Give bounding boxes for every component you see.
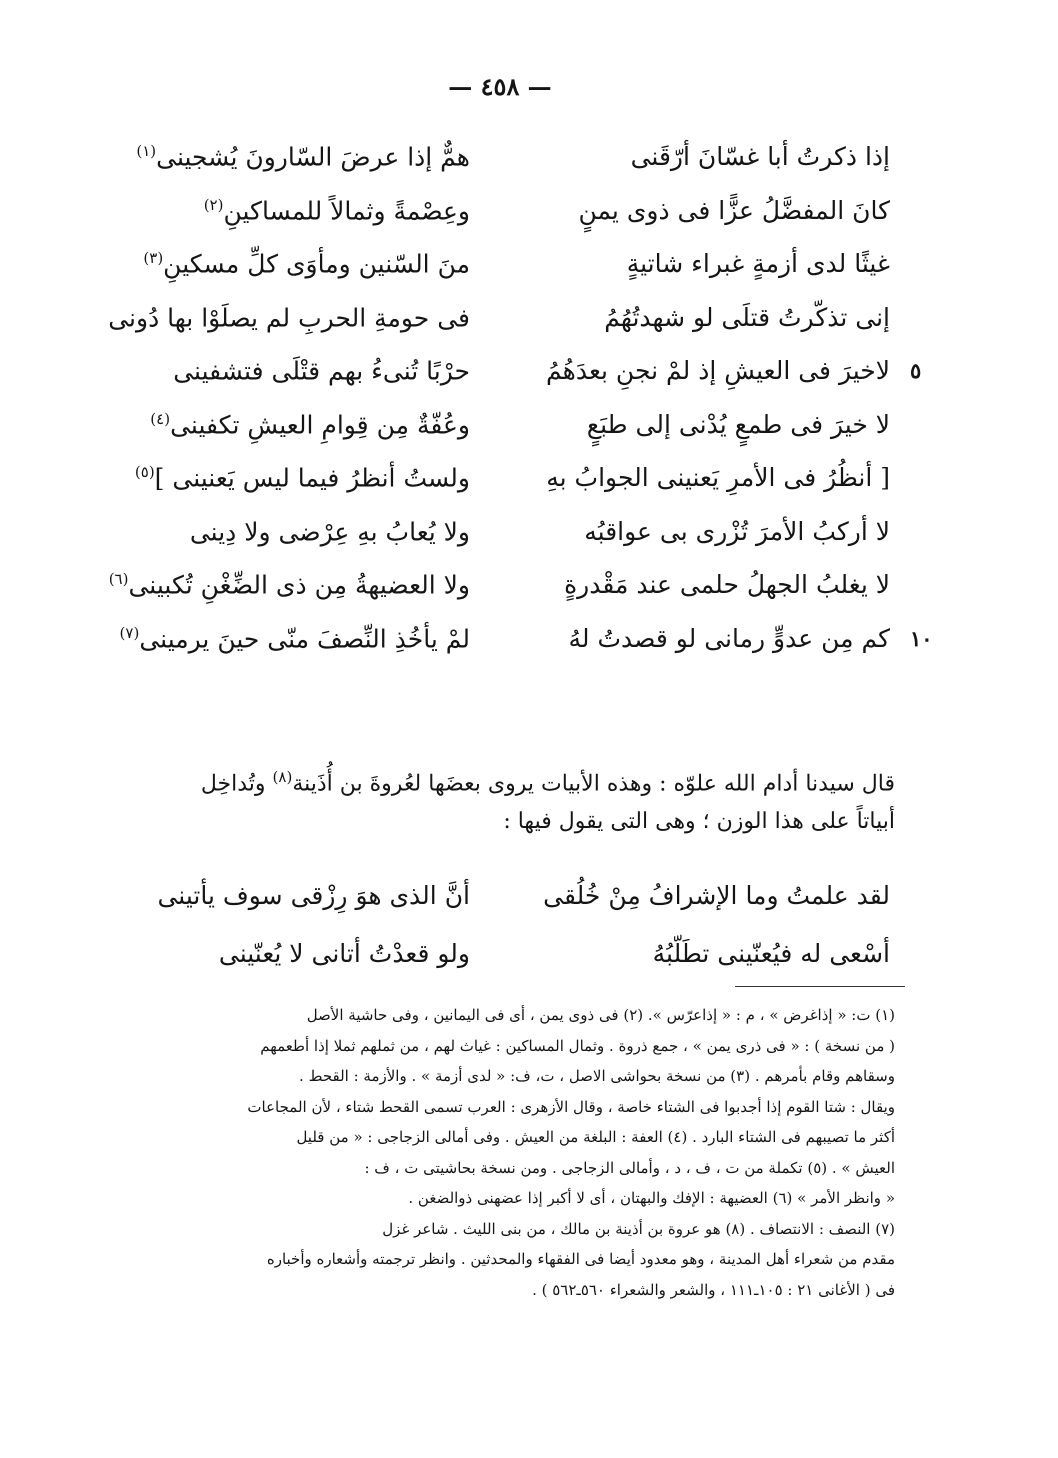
prose-line [100,758,895,803]
footnote-ref: (١) [136,142,157,161]
verse-second-hemistich [100,463,495,492]
footnote-line: مقدم من شعراء أهل المدينة ، وهو معدود أيضا فى الفقهاء والمحدثين . وانظر ترجمته وأشعاره وأخباره [266,1250,895,1268]
verse-second-hemistich [100,249,495,278]
verse-first-hemistich: لقد علمتُ وما الإشرافُ مِنْ خُلُقى [543,880,890,910]
verse-first-hemistich: كانَ المفضَّلُ عزًّا فى ذوى يمنٍ [578,195,890,225]
verse [100,237,890,291]
hemistich-text: لمْ يأخُذِ النِّصفَ منّى حينَ يرمينى [139,623,470,653]
verse [100,451,890,505]
hemistich-text: حرْبًا تُنىءُ بهم قتْلَى فتشفينى [173,356,470,386]
verse [100,184,890,238]
verse-second-hemistich [100,356,495,385]
footnote-ref: (٢) [203,195,224,214]
footnote-line: ( من نسخة ) : « فى ذرى يمن » ، جمع ذروة . وثمال المساكين : غياث لهم ، من ثملهم ثملا إذا أطعمهم [260,1036,895,1055]
footnote-ref: (٣) [143,249,164,268]
prose-line: أبياتاً على هذا الوزن ؛ وهى التى يقول فيها : [503,809,895,835]
verse-second-hemistich: ولو قعدْتُ أتانى لا يُعنّينى [218,938,470,968]
prose-text: قال سيدنا أدام الله علوّه : وهذه الأبيات يروى بعضَها لعُروةَ بن أُذَينة [292,771,895,797]
page-number: — ٤٥٨ — [448,72,552,101]
verse [100,866,890,924]
footnote-divider [735,986,905,987]
line-number: ١٠ [910,625,933,651]
verse [100,505,890,559]
footnote-ref: (٦) [108,570,129,589]
verse-second-hemistich: أنَّ الذى هوَ رِزْقى سوف يأتينى [157,880,470,910]
verse-second-hemistich [100,517,495,546]
hemistich-text: وعُفّةٌ مِن قِوامِ العيشِ تكفينى [170,409,470,439]
footnote-line: (٧) النصف : الانتصاف . (٨) هو عروة بن أذينة بن مالك ، من بنى الليث . شاعر غزل [382,1219,895,1238]
verse [100,291,890,345]
footnote-line: أكثر ما تصيبهم فى الشتاء البارد . (٤) العفة : البلغة من العيش . وفى أمالى الزجاجى : « من قليل [296,1128,895,1146]
verse-first-hemistich: لاخيرَ فى العيشِ إذ لمْ نجنِ بعدَهُمُ [546,356,890,386]
hemistich-text: فى حومةِ الحربِ لم يصلَوْا بها دُونى [108,302,470,332]
footnote-line: ويقال : شتا القوم إذا أجدبوا فى الشتاء خاصة ، وقال الأزهرى : العرب تسمى القحط شتاء ، لأن المجاعات [247,1097,895,1116]
verse-second-hemistich [100,410,495,439]
hemistich-text: ولا يُعابُ بهِ عِرْضى ولا دِينى [189,516,470,546]
verse-first-hemistich: أسْعى له فيُعنّينى تطَلّبُهُ [652,938,890,968]
hemistich-text: ولا العضيهةُ مِن ذى الضِّغْنِ تُكبينى [128,570,470,600]
footnote-line: العيش » . (٥) تكملة من ت ، ف ، د ، وأمالى الزجاجى . ومن نسخة بحاشيتى ت ، ف : [364,1158,895,1177]
prose-text: وتُداخِل [200,771,273,797]
verse [100,612,933,666]
verse-second-hemistich [100,142,495,171]
hemistich-text: همٌّ إذا عرضَ السّارونَ يُشجينى [156,142,470,172]
verse [100,130,890,184]
verse [100,398,890,452]
verse-first-hemistich: كم مِن عدوٍّ رمانى لو قصدتُ لهُ [568,623,890,653]
verse-second-hemistich [100,570,495,599]
verse-first-hemistich: إنى تذكّرتُ قتلَى لو شهدتُهُمُ [604,302,890,332]
verse-second-hemistich [100,303,495,332]
footnote-ref: (٥) [134,463,155,482]
verse [100,924,890,982]
footnote-ref: (٧) [119,623,140,642]
hemistich-text: ولستُ أنظرُ فيما ليس يَعنينى ] [154,463,470,493]
verse [100,344,922,398]
quoted-poem [100,866,890,982]
verse-first-hemistich: إذا ذكرتُ أبا غسّانَ أرّقَنى [630,142,890,172]
footnote-line: وسقاهم وقام بأمرهم . (٣) من نسخة بحواشى الاصل ، ت، ف: « لدى أزمة » . والأزمة : القحط . [299,1067,895,1085]
hemistich-text: منَ السّنين ومأوَى كلِّ مسكينِ [163,249,470,279]
verse-first-hemistich: لا خيرَ فى طمعٍ يُدْنى إلى طبَعٍ [586,409,890,439]
footnote-line: « وانظر الأمر » (٦) العضيهة : الإفك والبهتان ، أى لا أكبر إذا عضهنى ذوالضغن . [408,1189,895,1207]
prose-paragraph [100,758,895,841]
footnote-line: فى ( الأغانى ٢١ : ١٠٥ـ١١١ ، والشعر والشعراء ٥٦٠ـ٥٦٢ ) . [532,1280,895,1299]
poem [100,130,933,665]
verse [100,558,890,612]
verse-first-hemistich: لا أركبُ الأمرَ تُزْرى بى عواقبُه [584,516,890,546]
footnotes [90,1000,895,1305]
verse-second-hemistich [100,624,495,653]
footnote-line: (١) ت: « إذاغرض » ، م : « إذاعرّس ». (٢) فى ذوى يمن ، أى فى اليمانين ، وفى حاشية الأصل [306,1006,895,1024]
line-number: ٥ [910,358,922,384]
verse-first-hemistich: غيثًا لدى أزمةٍ غبراء شاتيةٍ [626,249,890,279]
verse-second-hemistich [100,196,495,225]
verse-first-hemistich: [ أنظُرُ فى الأمرِ يَعنينى الجوابُ بهِ [546,463,890,493]
footnote-ref: (٤) [150,409,171,428]
footnote-ref: (٨) [272,768,293,786]
verse-first-hemistich: لا يغلبُ الجهلُ حلمى عند مَقْدرةٍ [564,570,890,600]
hemistich-text: وعِصْمةً وثمالاً للمساكينِ [223,195,470,225]
